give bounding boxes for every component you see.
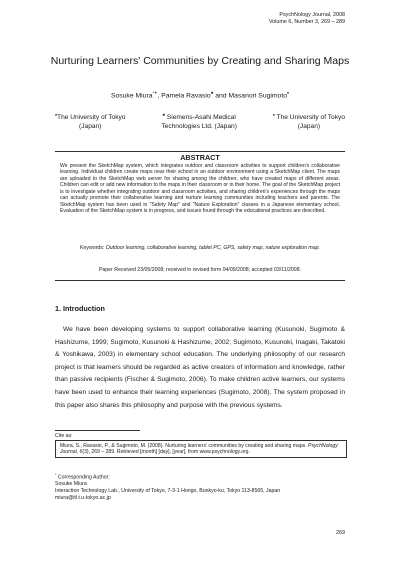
corresponding-name: Sosuke Miura	[55, 481, 87, 488]
citation-text: (3), 269 – 289. Retrieved [month] [day], [year], from www.psychnology.org.	[82, 448, 250, 455]
author-separator: ,	[157, 92, 162, 100]
author-list	[40, 90, 360, 99]
author-name: Masanori Sugimoto	[228, 92, 288, 100]
journal-volume: Volume 6, Number 3, 269 – 289	[268, 19, 345, 25]
footnote-rule	[55, 430, 140, 431]
abstract-heading: ABSTRACT	[180, 153, 220, 162]
citation-journal: PsychNology Journal, 6	[60, 442, 338, 455]
corresponding-label: Corresponding Author:	[57, 474, 110, 481]
paper-title: Nurturing Learners' Communities by Creating and Sharing Maps	[50, 55, 350, 67]
page-number: 269	[336, 530, 345, 536]
received-dates: Paper Received 23/05/2008; received in revised form 04/09/2008; accepted 03/11/2008.	[98, 267, 302, 273]
affiliation-mark: ♦	[55, 112, 58, 117]
author-separator: and	[213, 92, 229, 100]
affiliations	[55, 110, 345, 131]
affiliation-line: Technologies Ltd. (Japan)	[161, 123, 237, 131]
author-name: Sosuke Miura	[110, 92, 153, 100]
abstract-body: We present the SketchMap system, which integrates outdoor and classroom activities to support children's collaborative learning. Individual children create maps near their school in an outdoor environment using a SketchMap client. The maps are uploaded to the SketchMap web server for sharing among the children, who have created maps of different areas. Children can edit or add new information to the maps in their classroom or in their home. The goal of the SketchMap project is to investigate whether integrating outdoor and classroom activities, and sharing children's experiences through the maps can actually promote their collaborative learning and nurture learning communities including teachers and parents. The SketchMap system has been used in "Safety Map" and "Nature Exploration" classes in a Japanese elementary school. Evaluation of the SketchMap system is in progress, and issues found through the educational practices are described.	[60, 163, 340, 215]
section-heading: 1. Introduction	[55, 304, 105, 313]
affiliation-line: (Japan)	[297, 123, 321, 131]
corresponding-author	[55, 472, 280, 501]
affiliation-mark: ♦	[272, 112, 275, 117]
journal-name: PsychNology Journal, 2008	[279, 12, 345, 18]
author-name: Pamela Ravasio	[161, 92, 211, 100]
abstract-top-rule	[55, 151, 345, 152]
abstract-bottom-rule	[55, 280, 345, 281]
affiliation-line: The University of Tokyo	[57, 114, 126, 122]
author-mark: ♦	[287, 90, 290, 95]
affiliation-line: (Japan)	[79, 123, 102, 131]
corresponding-email: miura@itl.t.u-tokyo.ac.jp	[55, 494, 111, 501]
affiliation-line: Siemens-Asahi Medical	[166, 114, 236, 122]
corresponding-address: Interaction Technology Lab., University of Tokyo, 7-3-1 Hongo, Bunkyo-ku, Tokyo 113-8565, Japan	[55, 487, 281, 494]
author-mark: *✦	[152, 90, 158, 95]
keywords-label: Keywords:	[80, 245, 105, 251]
intro-paragraph: We have been developing systems to support collaborative learning (Kusunoki, Sugimoto & Hashizume, 1999; Sugimoto, Kusunoki & Hashizume, 2002; Sugimoto, Kusunoki, Inagaki, Takatoki & Yoshikawa, 2003) in elementary school education. The underlying philosophy of our research project is that learners should be regarded as active creators of information and knowledge, rather than passive recipients (Fischer & Sugimoto, 2006). To make children active learners, our systems have been used to enhance their learning experiences (Sugimoto, 2008). The system proposed in this paper also shares this philosophy and purpose with the previous systems.	[55, 326, 345, 409]
corresponding-mark: *	[55, 473, 57, 477]
cite-label: Cite as:	[55, 433, 73, 439]
keywords	[60, 245, 340, 252]
citation-text: Miura, S., Ravasio, P., & Sugimoto, M. (2008). Nurturing learners' communities by creating and sharing maps.	[60, 442, 309, 449]
affiliation-mark: ♣	[162, 112, 166, 117]
journal-header	[269, 12, 345, 26]
keywords-values: Outdoor learning, collaborative learning, tablet PC, GPS, safety map, nature exploration map.	[105, 245, 320, 251]
author-mark: ♣	[210, 90, 214, 95]
affiliation	[55, 110, 125, 131]
affiliation	[161, 110, 237, 131]
affiliation-line: The University of Tokyo	[276, 114, 345, 122]
citation-box	[55, 440, 347, 458]
affiliation	[273, 110, 345, 131]
